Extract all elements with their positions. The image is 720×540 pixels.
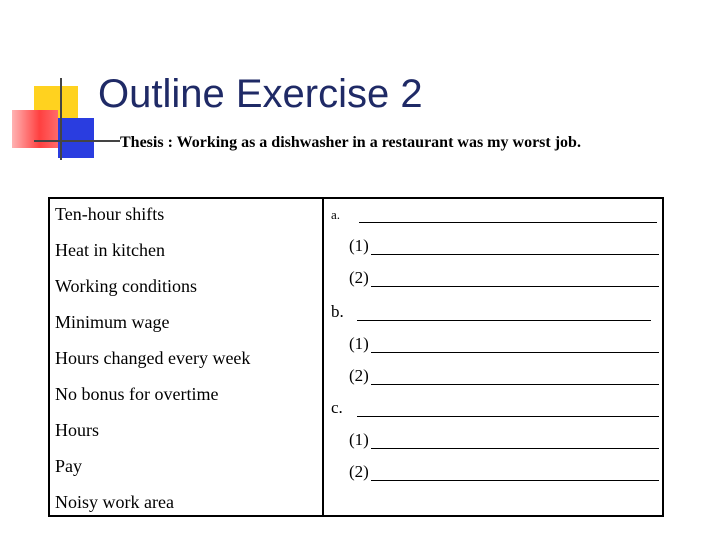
blank-label: (2) bbox=[349, 268, 369, 287]
blank-label: (1) bbox=[349, 334, 369, 353]
left-item: Pay bbox=[55, 456, 82, 476]
blank-label: (1) bbox=[349, 430, 369, 449]
fill-in-line bbox=[371, 480, 659, 481]
left-item: Ten-hour shifts bbox=[55, 204, 165, 224]
fill-in-line bbox=[371, 448, 659, 449]
blank-label: (2) bbox=[349, 462, 369, 481]
blank-b bbox=[331, 302, 344, 322]
blank-a1 bbox=[349, 236, 369, 256]
blue-square bbox=[58, 118, 94, 158]
left-item: Heat in kitchen bbox=[55, 240, 165, 260]
fill-in-line bbox=[371, 352, 659, 353]
blank-c bbox=[331, 398, 343, 418]
red-square bbox=[12, 110, 58, 148]
left-item: No bonus for overtime bbox=[55, 384, 219, 404]
fill-in-line bbox=[357, 320, 651, 321]
blank-c2 bbox=[349, 462, 369, 482]
blank-label: a. bbox=[331, 207, 341, 222]
fill-in-line bbox=[371, 286, 659, 287]
left-item: Minimum wage bbox=[55, 312, 170, 332]
blank-b1 bbox=[349, 334, 369, 354]
left-item: Hours bbox=[55, 420, 99, 440]
left-item: Hours changed every week bbox=[55, 348, 251, 368]
blank-label: (1) bbox=[349, 236, 369, 255]
blank-a2 bbox=[349, 268, 369, 288]
blank-c1 bbox=[349, 430, 369, 450]
blank-label: (2) bbox=[349, 366, 369, 385]
fill-in-line bbox=[371, 254, 659, 255]
fill-in-line bbox=[357, 416, 659, 417]
blank-label: b. bbox=[331, 302, 344, 321]
left-item: Working conditions bbox=[55, 276, 198, 296]
blank-label: c. bbox=[331, 398, 343, 417]
fill-in-line bbox=[359, 222, 657, 223]
blank-b2 bbox=[349, 366, 369, 386]
horizontal-rule bbox=[34, 140, 120, 142]
column-divider bbox=[322, 197, 324, 517]
thesis-statement: Thesis : Working as a dishwasher in a restaurant was my worst job. bbox=[120, 134, 581, 151]
fill-in-line bbox=[371, 384, 659, 385]
slide-title: Outline Exercise 2 bbox=[98, 72, 423, 116]
blank-a bbox=[331, 204, 340, 224]
left-item: Noisy work area bbox=[55, 492, 174, 512]
vertical-rule bbox=[60, 78, 62, 160]
